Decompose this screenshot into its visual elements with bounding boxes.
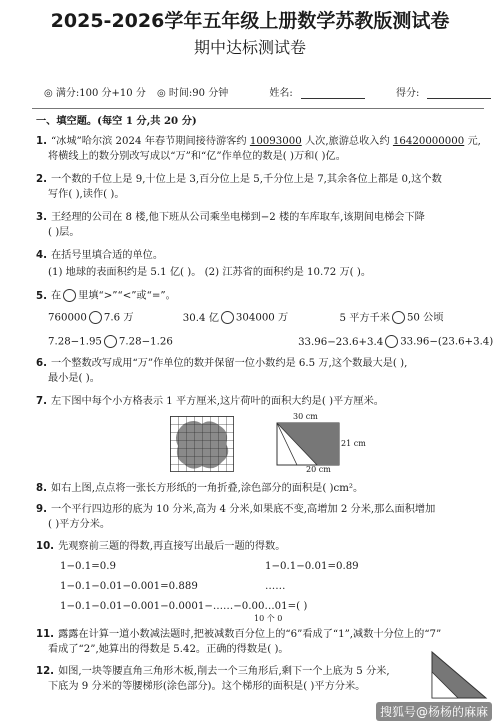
- question-4-line2: (1) 地球的表面积约是 5.1 亿( )。 (2) 江苏省的面积约是 10.72 万( )。: [48, 267, 372, 278]
- question-11-line2: 看成了“2”,她算出的得数是 5.42。正确的得数是( )。: [48, 644, 289, 655]
- page-subtitle: 期中达标测试卷: [193, 38, 306, 57]
- triangle-trapezoid-figure: [430, 650, 488, 700]
- page-title: 2025-2026学年五年级上册数学苏教版测试卷: [50, 10, 450, 32]
- question-5: 5. 在 里填“>”“<”或“=”。: [36, 290, 176, 302]
- lotus-leaf-grid-figure: [170, 416, 234, 474]
- compare-circle[interactable]: [104, 335, 117, 348]
- q10-ellipsis: ……: [265, 581, 286, 592]
- question-5-row1: 760000 7.6 万 30.4 亿 304000 万 5 平方千米 50 公顷: [48, 312, 444, 324]
- dim-21cm: 21 cm: [341, 439, 366, 448]
- question-6: 6. 一个整数改写成用“万”作单位的数并保留一位小数约是 6.5 万,这个数最大是( ),: [36, 358, 408, 369]
- question-12: 12. 如图,一块等腰直角三角形木板,削去一个三角形后,剩下一个上底为 5 分米,: [36, 666, 390, 677]
- question-6-line2: 最小是( )。: [48, 373, 100, 384]
- grade-label: 得分:: [395, 88, 420, 99]
- compare-circle[interactable]: [221, 311, 234, 324]
- folded-paper-figure: [276, 422, 340, 466]
- exam-meta: [44, 84, 499, 99]
- question-9-line2: ( )平方分米。: [48, 519, 111, 530]
- question-1-line2: 将横线上的数分别改写成以“万”和“亿”作单位的数是( )万和( )亿。: [48, 151, 346, 162]
- q10-brace-label: 10 个 0: [254, 614, 283, 623]
- question-11: 11. 露露在计算一道小数减法题时,把被减数百分位上的“6”看成了“1”,减数十分位上的“7”: [36, 629, 442, 640]
- question-9: 9. 一个平行四边形的底为 10 分米,高为 4 分米,如果底不变,高增加 2 分米,那么面积增加: [36, 504, 436, 515]
- q10-eq-a: 1−0.1=0.9: [60, 561, 116, 572]
- question-3-line2: ( )层。: [48, 227, 80, 238]
- q10-eq-c: 1−0.1−0.01−0.001=0.889: [60, 581, 198, 592]
- question-10: 10. 先观察前三题的得数,再直接写出最后一题的得数。: [36, 541, 286, 552]
- q10-eq-b: 1−0.1−0.01=0.89: [265, 561, 359, 572]
- dim-30cm: 30 cm: [293, 412, 318, 421]
- name-label: 姓名:: [269, 88, 293, 99]
- question-2-line2: 写作( ),读作( )。: [48, 189, 125, 200]
- question-3: 3. 王经理的公司在 8 楼,他下班从公司乘坐电梯到−2 楼的车库取车,该期间电梯会下降: [36, 212, 425, 223]
- question-5-row2: 7.28−1.95 7.28−1.26 33.96−23.6+3.4 33.96−(23.6+3.4): [48, 336, 494, 348]
- compare-circle[interactable]: [392, 311, 405, 324]
- time-limit: ◎ 时间:90 分钟: [157, 88, 229, 99]
- question-7: 7. 左下图中每个小方格表示 1 平方厘米,这片荷叶的面积大约是( )平方厘米。: [36, 396, 384, 407]
- question-2: 2. 一个数的千位上是 9,十位上是 3,百分位上是 5,千分位上是 7,其余各位上都是 0,这个数: [36, 174, 442, 185]
- divider: [32, 108, 484, 109]
- question-1: 1. “冰城”哈尔滨 2024 年春节期间接待游客约 10093000 人次,旅游总收入约 16420000000 元,: [36, 136, 481, 147]
- section-heading: 一、填空题。(每空 1 分,共 20 分): [36, 115, 197, 127]
- full-score: ◎ 满分:100 分+10 分: [44, 88, 146, 99]
- compare-circle[interactable]: [385, 335, 398, 348]
- question-12-line2: 下底为 9 分米的等腰梯形(涂色部分)。这个梯形的面积是( )平方分米。: [48, 681, 366, 692]
- grade-blank[interactable]: [427, 88, 491, 99]
- name-blank[interactable]: [301, 88, 365, 99]
- q10-eq-e: 1−0.1−0.01−0.001−0.0001−……−0.00…01=( ): [60, 601, 308, 612]
- question-8: 8. 如右上图,点点将一张长方形纸的一角折叠,涂色部分的面积是( )cm²。: [36, 483, 364, 494]
- compare-circle: [63, 289, 76, 302]
- question-4: 4. 在括号里填合适的单位。: [36, 250, 164, 261]
- watermark: 搜狐号@杨杨的麻麻: [376, 702, 492, 721]
- compare-circle[interactable]: [89, 311, 102, 324]
- dim-20cm: 20 cm: [306, 465, 331, 474]
